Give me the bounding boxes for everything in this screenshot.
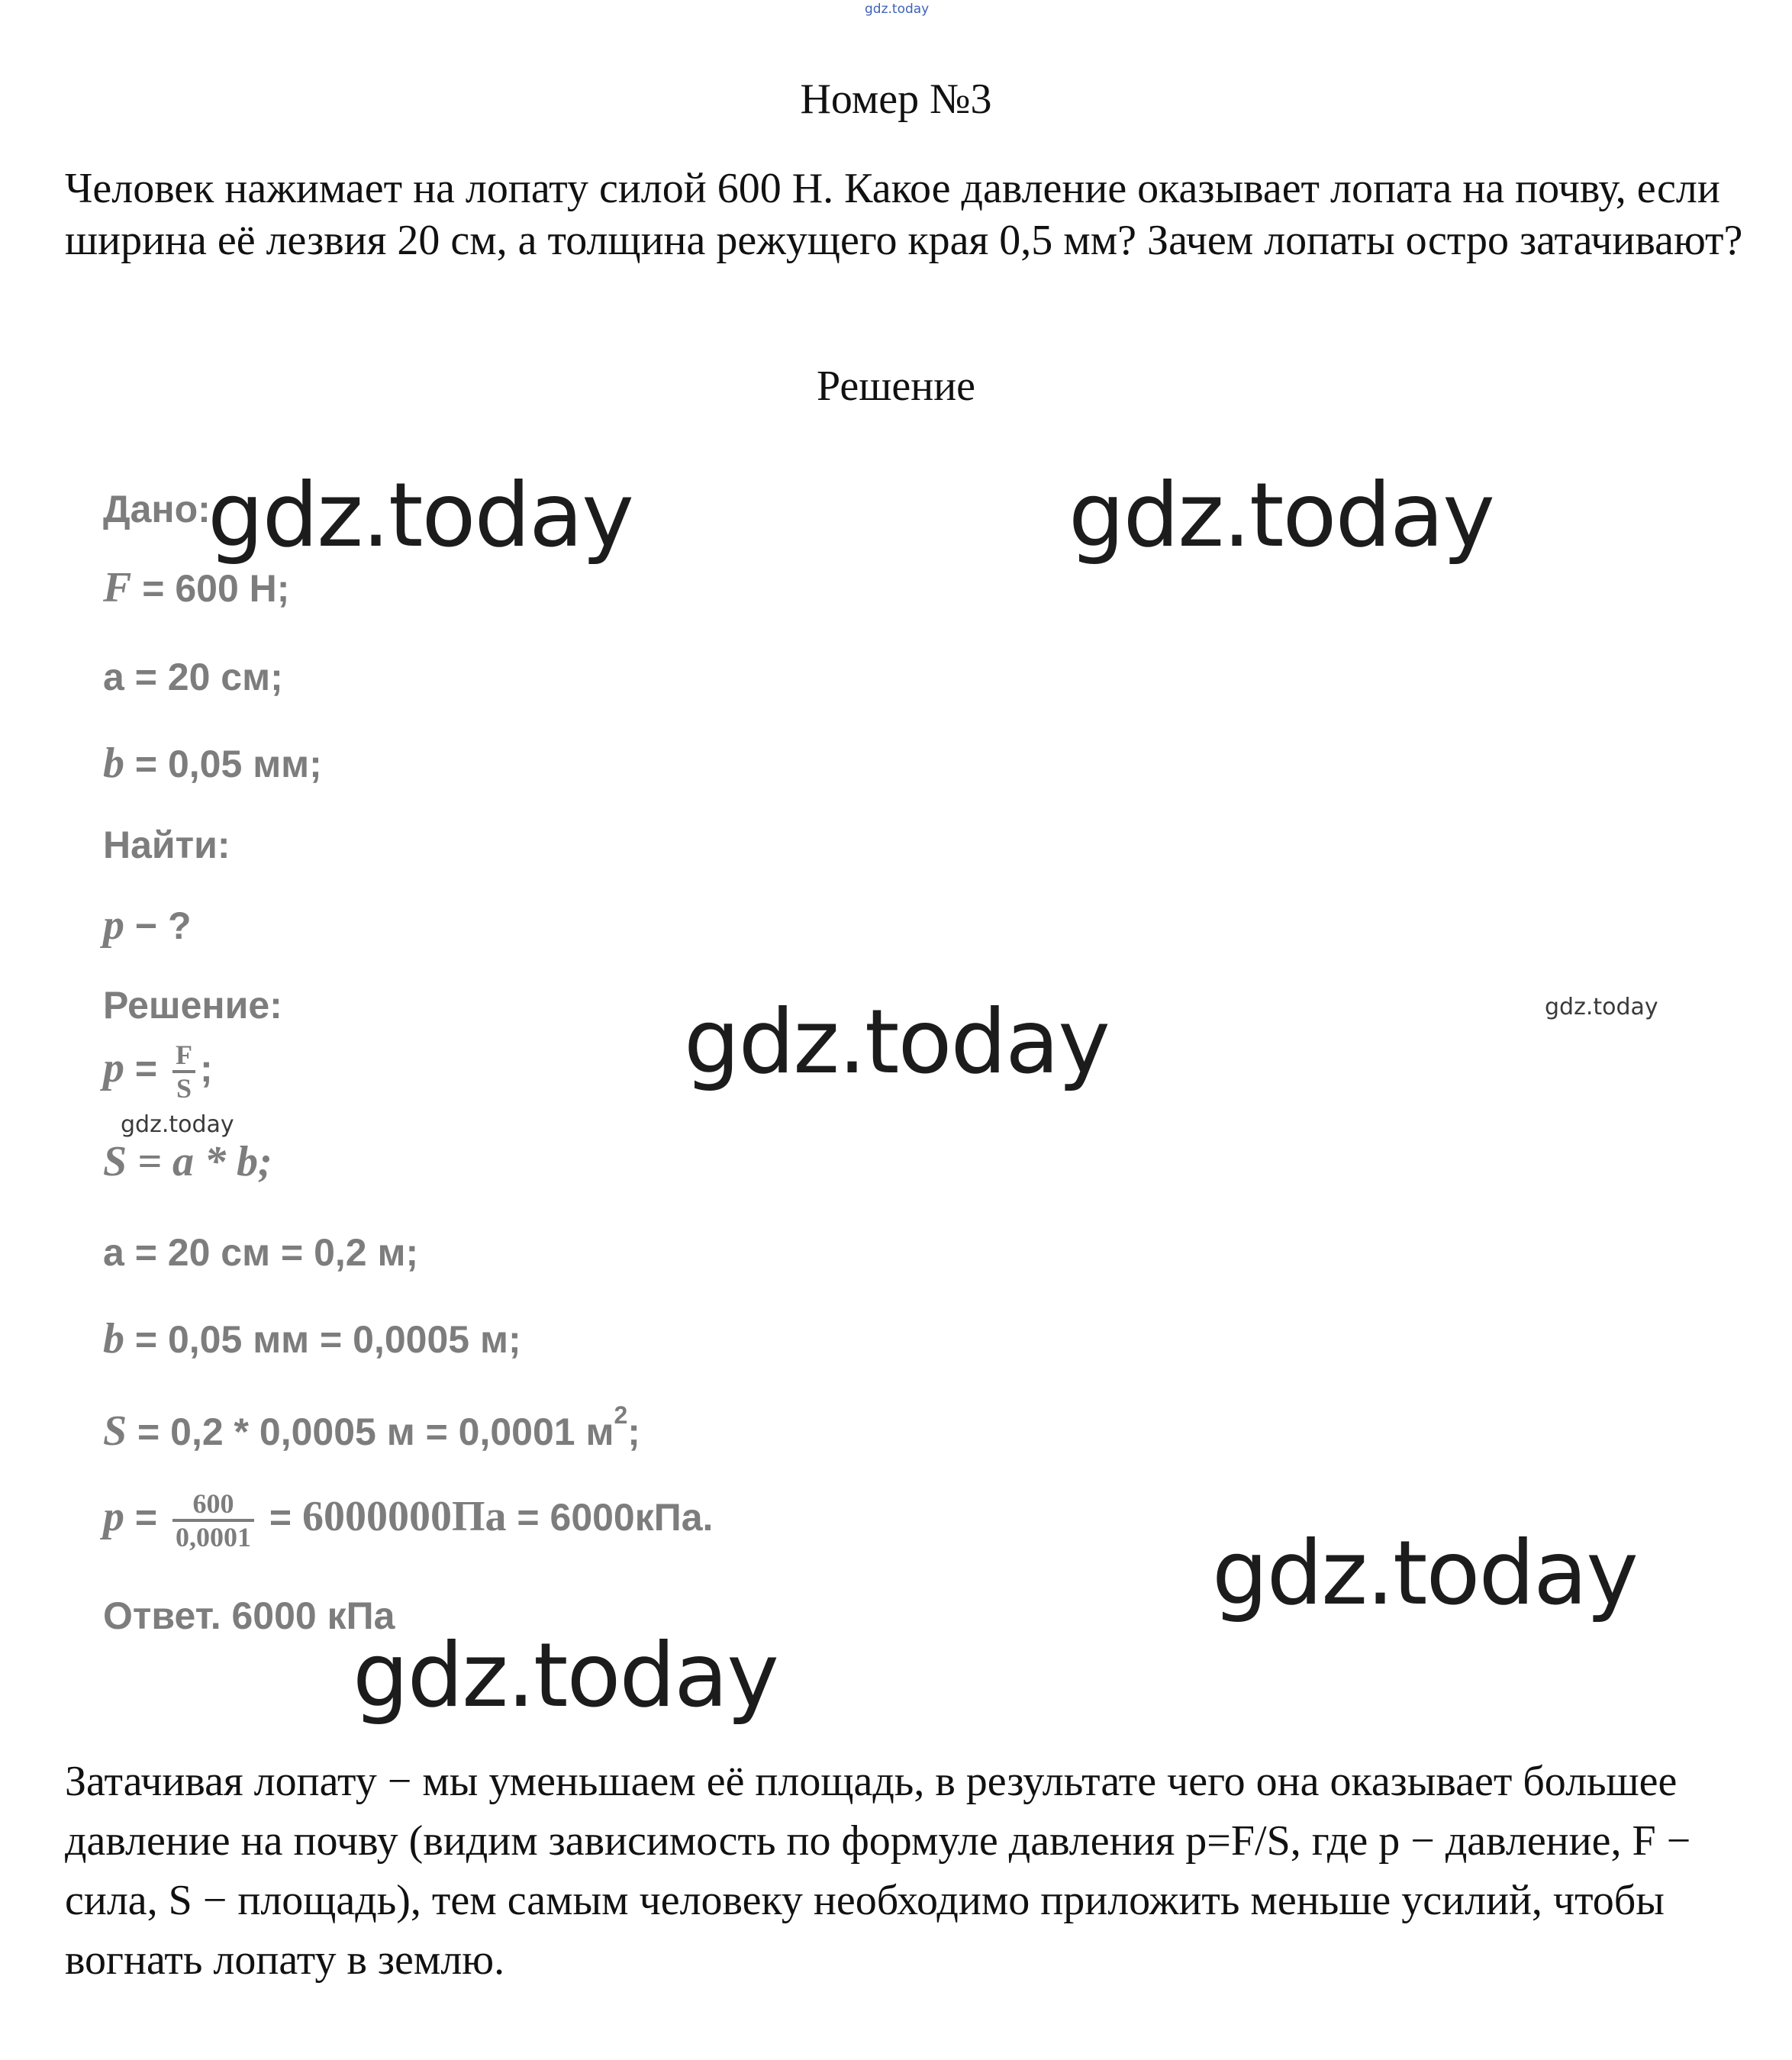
var-b: b [103, 740, 124, 787]
given-force [103, 563, 289, 612]
given-thickness-value: = 0,05 мм; [124, 743, 322, 785]
semicolon: ; [627, 1410, 640, 1453]
watermark-5: gdz.today [353, 1624, 778, 1727]
given-thickness [103, 739, 322, 788]
fraction-calc [172, 1488, 254, 1552]
find-pressure-value: − ? [124, 904, 192, 947]
page-title: Номер №3 [800, 76, 992, 123]
watermark-1: gdz.today [208, 464, 633, 567]
convert-width: a = 20 см = 0,2 м; [103, 1231, 419, 1274]
given-label: Дано: [103, 488, 211, 530]
semicolon: ; [199, 1047, 213, 1091]
area-formula: S = a * b; [103, 1138, 272, 1185]
work-label: Решение: [103, 984, 282, 1027]
formula-pressure [103, 1040, 213, 1104]
exponent: 2 [614, 1401, 628, 1429]
problem-text: Человек нажимает на лопату силой 600 Н. Какое давление оказывает лопата на почву, если ширина её лезвия 20 см, а толщина режущего края 0,5 мм? Зачем лопаты остро затачивают? [65, 165, 1743, 264]
equals: = [124, 1047, 168, 1091]
var-p: p [103, 1493, 124, 1541]
area-calc [103, 1401, 640, 1456]
fraction-denominator: S [176, 1073, 192, 1104]
formula-area [103, 1137, 272, 1186]
given-width: a = 20 см; [103, 656, 283, 698]
pressure-result-kpa: = 6000кПа. [506, 1496, 714, 1539]
find-label: Найти: [103, 824, 230, 866]
find-pressure [103, 901, 192, 949]
watermark-top: gdz.today [865, 2, 930, 17]
fraction-numerator: 600 [172, 1488, 254, 1522]
solution-heading: Решение [816, 363, 976, 410]
pressure-calc [103, 1488, 713, 1552]
watermark-4: gdz.today [1212, 1522, 1637, 1625]
pressure-result-pa: 6000000Па [301, 1493, 507, 1541]
area-calc-value: = 0,2 * 0,0005 м = 0,0001 м [127, 1410, 614, 1453]
fraction-numerator: F [172, 1040, 195, 1073]
convert-thickness [103, 1314, 521, 1363]
var-b: b [103, 1315, 124, 1362]
fraction-denominator: 0,0001 [175, 1522, 251, 1552]
var-S: S [103, 1407, 127, 1455]
watermark-small-1: gdz.today [1545, 994, 1658, 1020]
explanation-text: Затачивая лопату − мы уменьшаем её площадь, в результате чего она оказывает большее давление на почву (видим зависимость по формуле давления p=F/S, где p − давление, F − сила, S − площадь), тем самым человеку необходимо приложить меньше усилий, чтобы вогнать лопату в землю. [65, 1758, 1691, 1984]
watermark-small-2: gdz.today [121, 1111, 234, 1138]
watermark-2: gdz.today [1068, 464, 1494, 567]
equals: = [124, 1496, 168, 1539]
watermark-3: gdz.today [684, 991, 1109, 1094]
fraction-F-S [172, 1040, 195, 1104]
given-force-value: = 600 Н; [131, 567, 290, 610]
convert-thickness-value: = 0,05 мм = 0,0005 м; [124, 1318, 521, 1361]
var-p: p [103, 901, 124, 949]
var-p: p [103, 1044, 124, 1092]
answer-line: Ответ. 6000 кПа [103, 1594, 395, 1637]
var-F: F [103, 564, 132, 611]
equals: = [258, 1496, 302, 1539]
